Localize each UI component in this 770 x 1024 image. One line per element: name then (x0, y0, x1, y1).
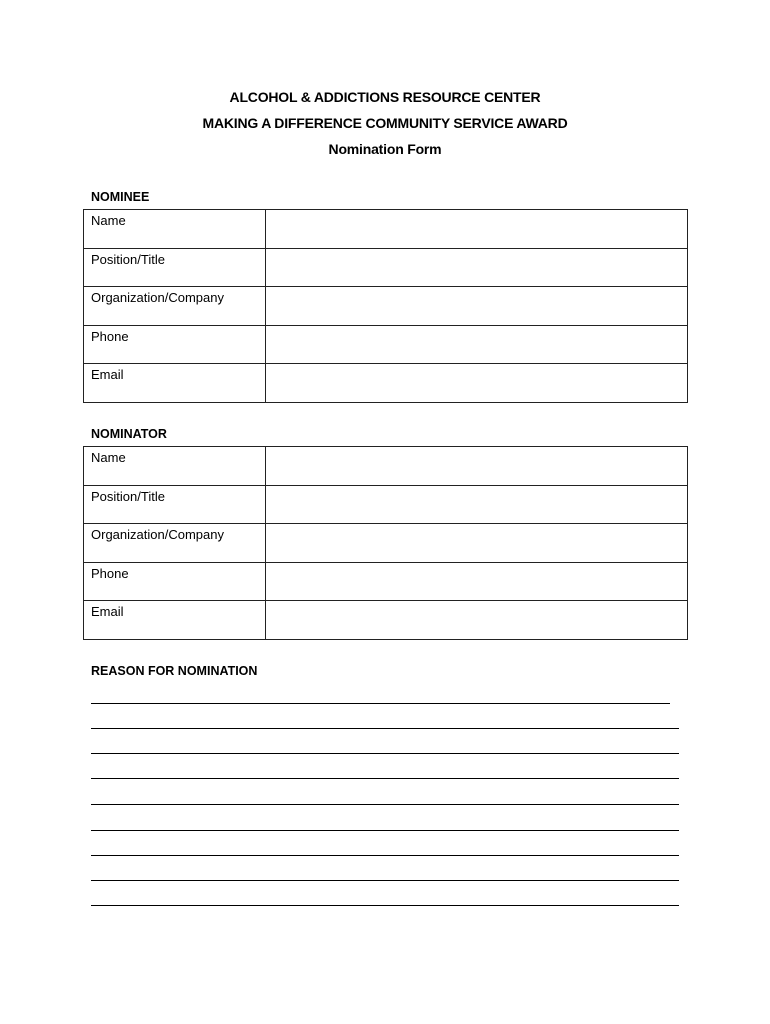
field-label: Phone (84, 325, 266, 364)
reason-line-2[interactable] (91, 728, 679, 729)
reason-line-7[interactable] (91, 855, 679, 856)
nominee-row-name (84, 210, 688, 249)
reason-line-6[interactable] (91, 830, 679, 831)
nominee-position-field[interactable] (266, 248, 688, 287)
nominee-row-phone (84, 325, 688, 364)
field-label: Email (84, 601, 266, 640)
nominee-name-field[interactable] (266, 210, 688, 249)
nominee-phone-field[interactable] (266, 325, 688, 364)
reason-line-1[interactable] (91, 703, 670, 704)
nominee-table (83, 209, 688, 403)
award-title: MAKING A DIFFERENCE COMMUNITY SERVICE AWARD (202, 115, 568, 131)
nominator-name-field[interactable] (266, 447, 688, 486)
field-label: Phone (84, 562, 266, 601)
reason-line-3[interactable] (91, 753, 679, 754)
nominator-table (83, 446, 688, 640)
field-label: Position/Title (84, 248, 266, 287)
field-label: Name (84, 447, 266, 486)
nominee-row-organization (84, 287, 688, 326)
reason-heading: REASON FOR NOMINATION (91, 664, 258, 678)
nominator-row-email (84, 601, 688, 640)
reason-line-8[interactable] (91, 880, 679, 881)
reason-line-5[interactable] (91, 804, 679, 805)
nominator-row-organization (84, 524, 688, 563)
field-label: Email (84, 364, 266, 403)
nominator-phone-field[interactable] (266, 562, 688, 601)
field-label: Organization/Company (84, 287, 266, 326)
nominator-heading: NOMINATOR (91, 427, 167, 441)
reason-line-9[interactable] (91, 905, 679, 906)
field-label: Name (84, 210, 266, 249)
reason-line-4[interactable] (91, 778, 679, 779)
field-label: Organization/Company (84, 524, 266, 563)
nominator-row-name (84, 447, 688, 486)
nominee-row-position (84, 248, 688, 287)
nominee-heading: NOMINEE (91, 190, 150, 204)
nominator-row-phone (84, 562, 688, 601)
nominee-organization-field[interactable] (266, 287, 688, 326)
nominator-organization-field[interactable] (266, 524, 688, 563)
nominee-email-field[interactable] (266, 364, 688, 403)
nominator-row-position (84, 485, 688, 524)
organization-title: ALCOHOL & ADDICTIONS RESOURCE CENTER (229, 89, 541, 105)
nominator-email-field[interactable] (266, 601, 688, 640)
field-label: Position/Title (84, 485, 266, 524)
nominator-position-field[interactable] (266, 485, 688, 524)
nominee-row-email (84, 364, 688, 403)
form-title: Nomination Form (328, 141, 442, 157)
